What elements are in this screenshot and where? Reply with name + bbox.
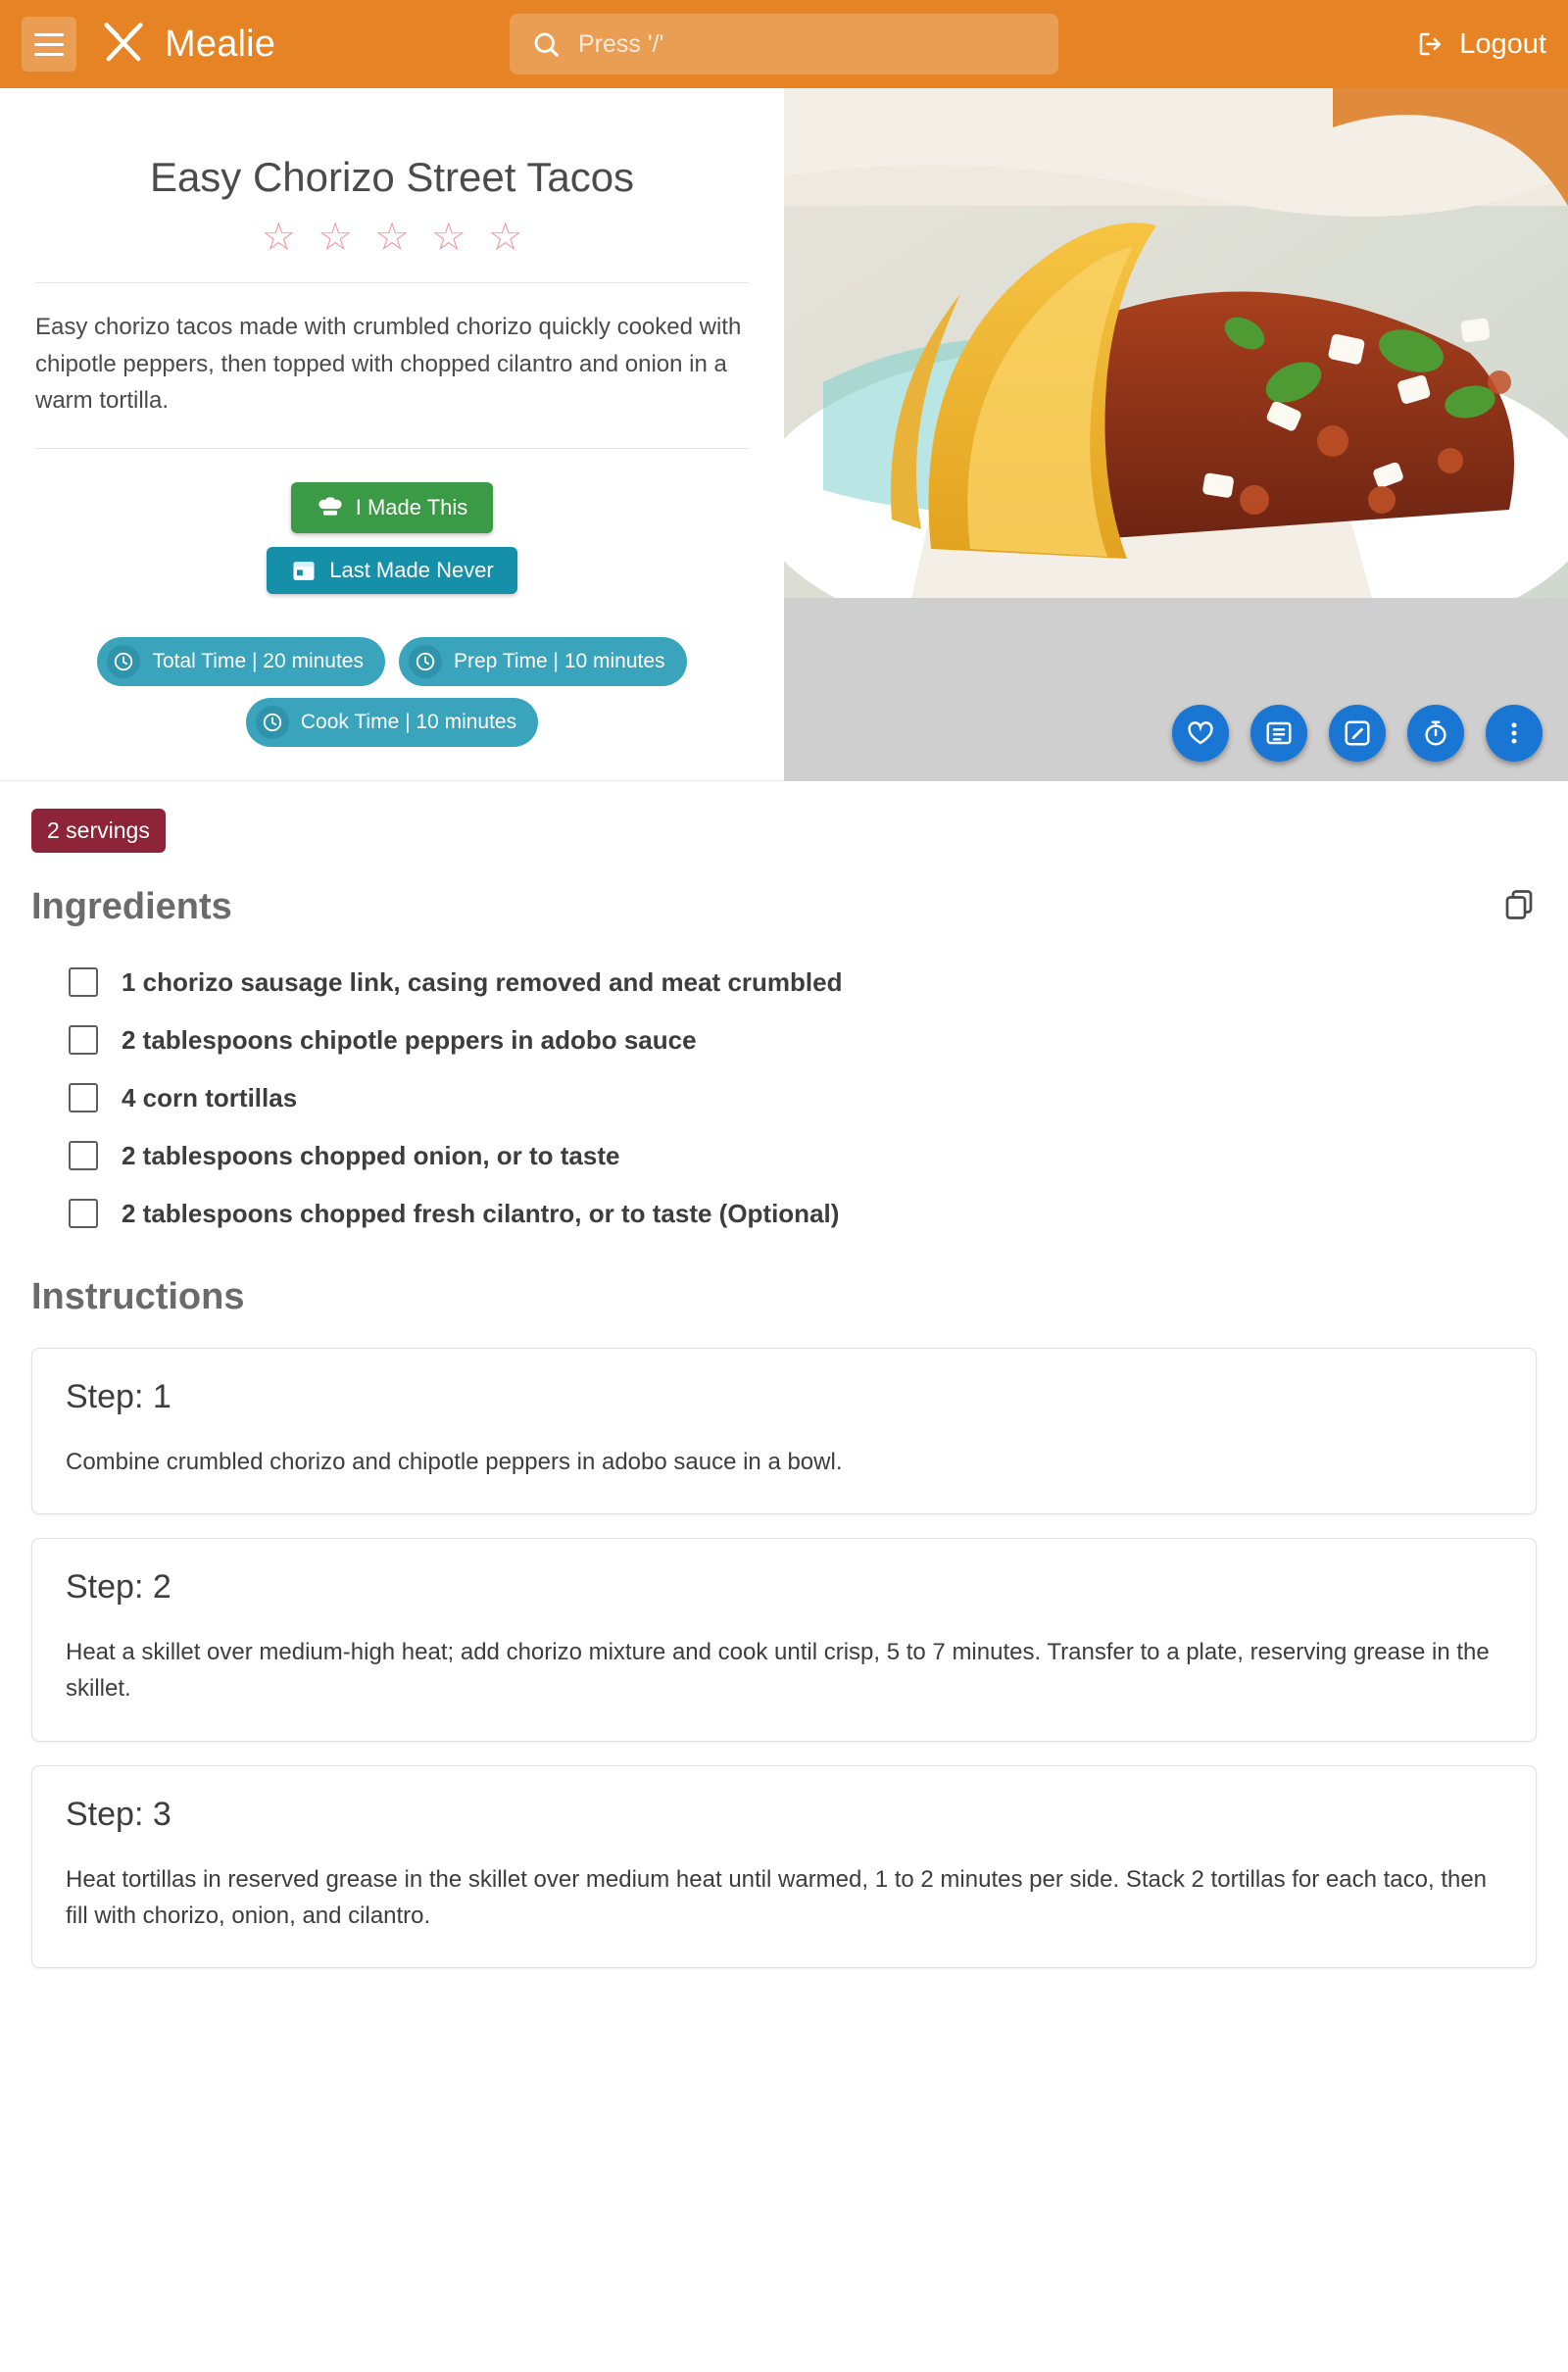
- ingredient-checkbox[interactable]: [69, 1083, 98, 1112]
- logout-icon: [1416, 29, 1446, 59]
- brand[interactable]: [98, 19, 275, 70]
- page-title: Easy Chorizo Street Tacos: [149, 154, 635, 200]
- logout-label: Logout: [1459, 27, 1546, 60]
- cook-time-chip: [246, 698, 538, 747]
- action-buttons: [35, 482, 749, 594]
- cook-time-label: Cook Time | 10 minutes: [300, 710, 517, 733]
- rating-stars[interactable]: [35, 216, 749, 260]
- copy-icon[interactable]: [1501, 887, 1537, 927]
- ingredients-heading: Ingredients: [31, 885, 232, 927]
- instructions-list: [0, 1326, 1568, 2007]
- favorite-button[interactable]: [1172, 705, 1229, 762]
- divider-bottom: [35, 448, 749, 449]
- step-text: Heat a skillet over medium-high heat; add chorizo mixture and cook until crisp, 5 to 7 minutes. Transfer to a plate, reserving grease in the skillet.: [66, 1639, 1490, 1703]
- clock-icon: [107, 645, 140, 678]
- ingredient-label: 2 tablespoons chipotle peppers in adobo sauce: [122, 1024, 697, 1055]
- step-title: Step: 3: [66, 1795, 172, 1833]
- calendar-icon: [290, 557, 318, 584]
- recipe-summary: [0, 88, 784, 781]
- list-item[interactable]: [31, 1185, 1537, 1243]
- instruction-step[interactable]: [31, 1538, 1537, 1741]
- instructions-header: [0, 1243, 1568, 1326]
- image-action-buttons: [1172, 705, 1543, 762]
- recipe-description: Easy chorizo tacos made with crumbled chorizo quickly cooked with chipotle peppers, then topped with chopped cilantro and onion in a warm tortilla.: [35, 314, 742, 414]
- rating-star-2[interactable]: ☆: [318, 216, 354, 260]
- instructions-heading: Instructions: [31, 1275, 245, 1317]
- clock-icon: [409, 645, 442, 678]
- timer-button[interactable]: [1407, 705, 1464, 762]
- chef-hat-icon: [317, 494, 344, 521]
- recipe-hero: [0, 88, 1568, 781]
- pencil-square-icon: [1343, 718, 1372, 748]
- recipe-details-button[interactable]: [1250, 705, 1307, 762]
- rating-star-4[interactable]: ☆: [430, 216, 466, 260]
- search-input[interactable]: [576, 29, 1037, 60]
- step-title: Step: 1: [66, 1377, 172, 1415]
- search-icon: [531, 29, 561, 59]
- total-time-chip: [97, 637, 385, 686]
- ingredient-checkbox[interactable]: [69, 1199, 98, 1228]
- rating-star-5[interactable]: ☆: [487, 216, 523, 260]
- ingredient-checkbox[interactable]: [69, 1025, 98, 1055]
- instruction-step[interactable]: [31, 1765, 1537, 1968]
- list-item[interactable]: [31, 1069, 1537, 1127]
- time-chip-row: [35, 637, 749, 747]
- list-item[interactable]: [31, 1012, 1537, 1069]
- hamburger-icon[interactable]: [22, 17, 76, 72]
- timer-icon: [1421, 718, 1450, 748]
- last-made-button[interactable]: [267, 547, 517, 594]
- list-icon: [1264, 718, 1294, 748]
- app-header: [0, 0, 1568, 88]
- rating-star-1[interactable]: ☆: [261, 216, 297, 260]
- list-item[interactable]: [31, 1127, 1537, 1185]
- i-made-this-button[interactable]: [291, 482, 494, 533]
- last-made-label: Last Made Never: [329, 557, 494, 582]
- servings-badge[interactable]: 2 servings: [31, 809, 166, 853]
- fork-knife-icon: [98, 19, 149, 70]
- ingredient-checkbox[interactable]: [69, 967, 98, 997]
- prep-time-label: Prep Time | 10 minutes: [454, 649, 665, 672]
- step-text: Heat tortillas in reserved grease in the skillet over medium heat until warmed, 1 to 2 minutes per side. Stack 2 tortillas for each taco, then fill with chorizo, onion, and cilantro.: [66, 1865, 1488, 1929]
- ingredient-label: 2 tablespoons chopped onion, or to taste: [122, 1140, 620, 1170]
- recipe-photo: [784, 88, 1568, 598]
- ingredient-label: 2 tablespoons chopped fresh cilantro, or to taste (Optional): [122, 1198, 840, 1228]
- rating-star-3[interactable]: ☆: [374, 216, 410, 260]
- clock-icon: [256, 706, 289, 739]
- ingredient-checkbox[interactable]: [69, 1141, 98, 1170]
- ingredients-header: [0, 853, 1568, 936]
- ingredient-label: 4 corn tortillas: [122, 1082, 298, 1112]
- app-title: Mealie: [165, 23, 276, 65]
- prep-time-chip: [399, 637, 687, 686]
- ingredient-label: 1 chorizo sausage link, casing removed and meat crumbled: [122, 966, 843, 997]
- more-options-button[interactable]: [1486, 705, 1543, 762]
- ingredients-list: [0, 936, 1568, 1243]
- servings-area: [0, 781, 1568, 853]
- search-box[interactable]: [510, 14, 1058, 74]
- step-text: Combine crumbled chorizo and chipotle peppers in adobo sauce in a bowl.: [66, 1448, 843, 1475]
- logout-button[interactable]: [1416, 28, 1546, 61]
- total-time-label: Total Time | 20 minutes: [152, 649, 364, 672]
- heart-icon: [1186, 718, 1215, 748]
- divider-top: [35, 282, 749, 283]
- edit-recipe-button[interactable]: [1329, 705, 1386, 762]
- dots-vertical-icon: [1499, 718, 1529, 748]
- i-made-this-label: I Made This: [355, 494, 468, 519]
- step-title: Step: 2: [66, 1568, 172, 1606]
- recipe-image: [784, 88, 1568, 781]
- instruction-step[interactable]: [31, 1348, 1537, 1514]
- list-item[interactable]: [31, 954, 1537, 1012]
